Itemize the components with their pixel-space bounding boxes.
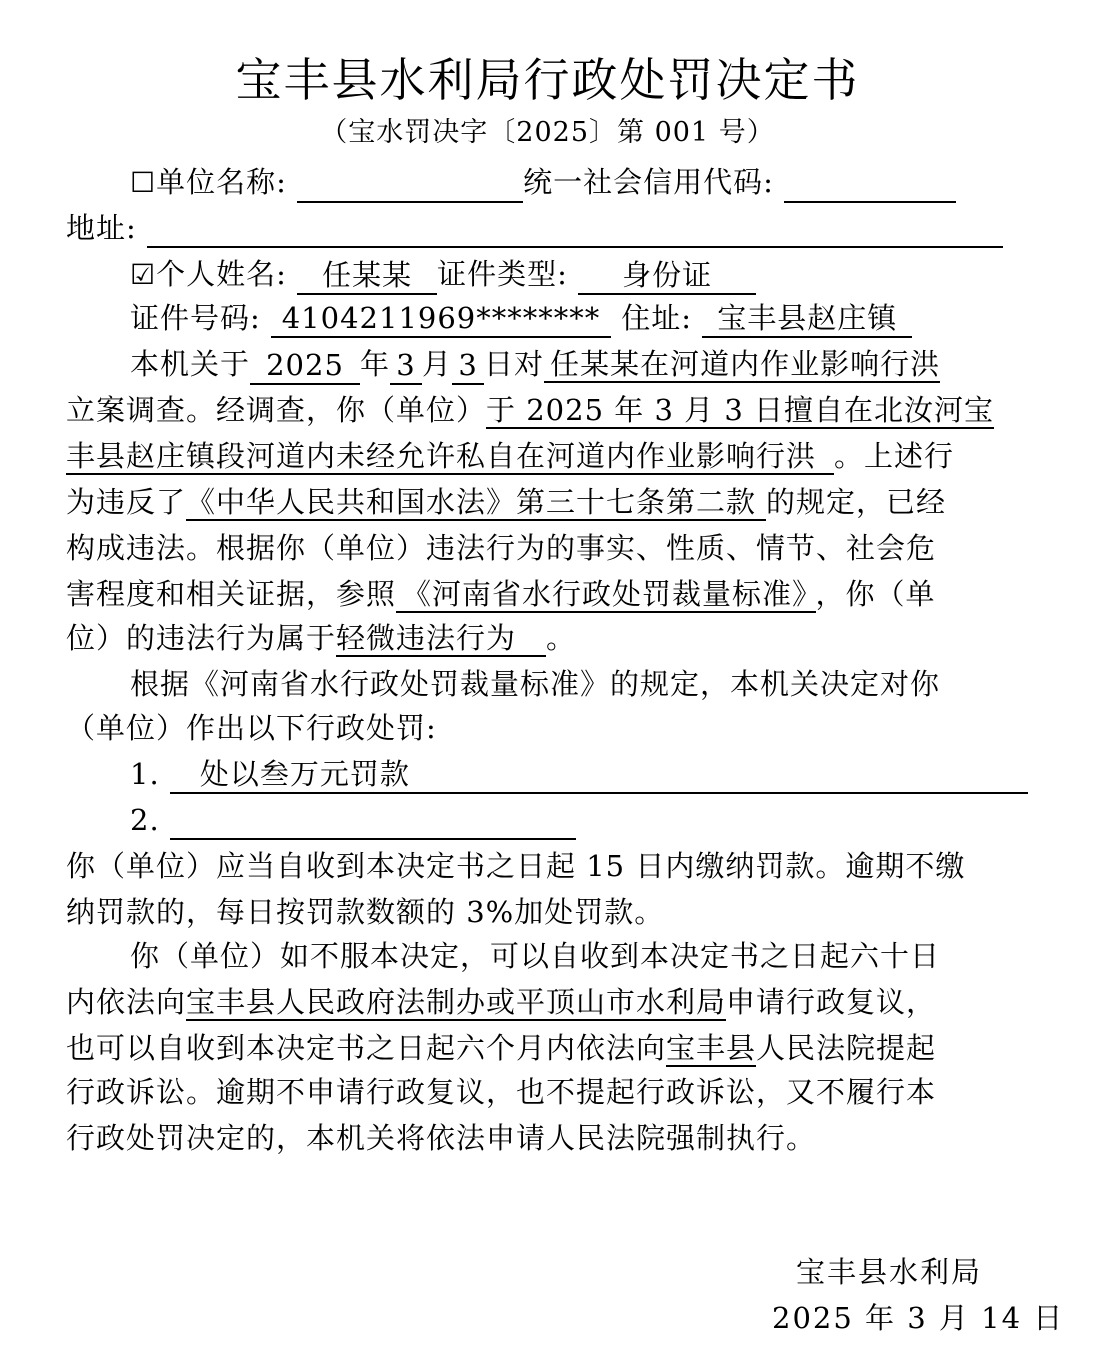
review-organization: 宝丰县人民政府法制办或平顶山市水利局 — [186, 985, 727, 1019]
body-line-6 — [66, 574, 1022, 614]
person-address-label: 住址: — [621, 301, 692, 335]
facts-part-2: 丰县赵庄镇段河道内未经允许私自在河道内作业影响行洪 — [66, 439, 834, 475]
item-number: 1. — [130, 757, 160, 791]
litigation-court: 宝丰县 — [666, 1031, 757, 1065]
id-number-field: 4104211969******** — [271, 300, 611, 338]
penalty-item-1 — [66, 754, 1086, 794]
body-line-11: 纳罚款的，每日按罚款数额的 3%加处罚款。 — [66, 895, 665, 929]
unit-address-field — [147, 246, 1003, 248]
body-text: 为违反了 — [66, 485, 187, 519]
discretion-standard: 《河南省水行政处罚裁量标准》 — [396, 577, 816, 613]
id-number-label: 证件号码: — [130, 301, 261, 335]
body-text: 立案调查。经调查，你（单位） — [66, 393, 487, 427]
document-title: 宝丰县水利局行政处罚决定书 — [235, 53, 860, 107]
severity-level: 轻微违法行为 — [336, 621, 546, 657]
body-text: 的规定，已经 — [766, 485, 947, 519]
body-text: 害程度和相关证据，参照 — [66, 577, 397, 611]
penalty-item-2 — [66, 800, 1086, 840]
person-address-field: 宝丰县赵庄镇 — [702, 300, 912, 338]
body-line-9: （单位）作出以下行政处罚: — [66, 711, 437, 745]
body-line-1 — [66, 344, 1086, 385]
issuing-organization: 宝丰县水利局 — [796, 1255, 983, 1289]
body-line-14 — [66, 1028, 1022, 1068]
issue-date: 2025 年 3 月 14 日 — [772, 1301, 1065, 1335]
unit-address-label: 地址: — [66, 211, 137, 245]
body-text: 。 — [546, 621, 577, 655]
body-line-4 — [66, 482, 1022, 522]
case-month: 3 — [390, 347, 422, 385]
person-id-row — [66, 298, 1086, 338]
id-type-label: 证件类型: — [437, 257, 568, 291]
body-line-13 — [66, 982, 1022, 1022]
body-line-2 — [66, 390, 1022, 430]
body-text: 。上述行 — [834, 439, 955, 473]
body-text: 申请行政复议， — [726, 985, 937, 1019]
unit-name-row — [66, 162, 1086, 203]
item-number: 2. — [130, 803, 160, 837]
body-text: 本机关于 — [130, 347, 251, 381]
body-line-10: 你（单位）应当自收到本决定书之日起 15 日内缴纳罚款。逾期不缴 — [66, 849, 966, 883]
case-day: 3 — [452, 347, 484, 385]
credit-code-field — [784, 201, 956, 203]
person-name-field: 任某某 — [297, 257, 437, 295]
id-type-field: 身份证 — [578, 257, 756, 295]
body-line-12: 你（单位）如不服本决定，可以自收到本决定书之日起六十日 — [130, 939, 941, 973]
body-text: 内依法向 — [66, 985, 187, 1019]
case-subject: 任某某在河道内作业影响行洪 — [544, 347, 940, 383]
body-text: 人民法院提起 — [756, 1031, 937, 1065]
body-text: 月 — [422, 347, 453, 381]
body-line-8: 根据《河南省水行政处罚裁量标准》的规定，本机关决定对你 — [130, 667, 941, 701]
document-number: （宝水罚决字〔2025〕第 001 号） — [320, 117, 775, 148]
body-line-7 — [66, 618, 1022, 658]
body-line-16: 行政处罚决定的，本机关将依法申请人民法院强制执行。 — [66, 1121, 817, 1155]
body-text: ，你（单 — [815, 577, 936, 611]
unit-name-field — [297, 201, 523, 203]
person-name-row — [66, 254, 1086, 295]
person-checkbox[interactable]: ☑ — [130, 258, 157, 291]
person-name-label: 个人姓名: — [156, 257, 287, 291]
body-text: 也可以自收到本决定书之日起六个月内依法向 — [66, 1031, 667, 1065]
body-text: 年 — [360, 347, 391, 381]
unit-checkbox[interactable]: ☐ — [130, 166, 157, 199]
body-line-5: 构成违法。根据你（单位）违法行为的事实、性质、情节、社会危 — [66, 531, 937, 565]
penalty-item-1-field: 处以叁万元罚款 — [170, 756, 1028, 794]
body-text: 日对 — [484, 347, 545, 381]
body-line-3 — [66, 436, 1022, 476]
body-line-15: 行政诉讼。逾期不申请行政复议，也不提起行政诉讼，又不履行本 — [66, 1075, 937, 1109]
case-year: 2025 — [250, 347, 360, 385]
unit-address-row — [66, 208, 1022, 248]
violated-law: 《中华人民共和国水法》第三十七条第二款 — [186, 485, 766, 521]
credit-code-label: 统一社会信用代码: — [523, 165, 774, 199]
facts-part-1: 于 2025 年 3 月 3 日擅自在北汝河宝 — [486, 393, 995, 427]
penalty-item-2-field — [170, 838, 576, 840]
unit-name-label: 单位名称: — [156, 165, 287, 199]
body-text: 位）的违法行为属于 — [66, 621, 337, 655]
